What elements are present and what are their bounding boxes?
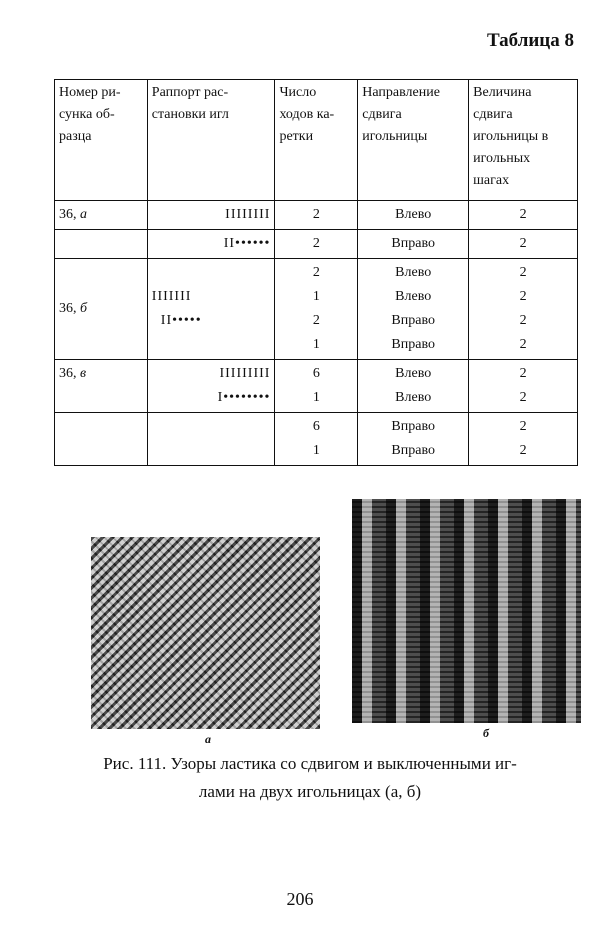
page-number: 206 — [286, 889, 314, 909]
cell-shift-direction — [358, 259, 469, 360]
moves-value: 2 — [312, 207, 320, 222]
cell-carriage-moves — [275, 201, 358, 230]
header-line: сунка об- — [59, 107, 115, 122]
direction-value: Вправо — [391, 313, 435, 328]
header-line: сдвига — [473, 107, 513, 122]
cell-sample-number — [55, 360, 148, 413]
header-line: Раппорт рас- — [151, 85, 229, 100]
cell-needle-rapport — [147, 230, 275, 259]
header-line: Направление — [362, 85, 440, 100]
rapport-line: II•••••• — [223, 236, 271, 251]
data-table — [54, 79, 578, 466]
sample-number-text — [59, 232, 143, 256]
moves-value: 1 — [312, 390, 320, 405]
cell-shift-size — [469, 201, 578, 230]
size-value: 2 — [519, 289, 527, 304]
figure-label-b: б — [483, 726, 489, 740]
cell-needle-rapport — [147, 413, 275, 466]
moves-value: 6 — [312, 366, 320, 381]
table-caption: Таблица 8 — [486, 30, 574, 51]
header-line: становки игл — [151, 107, 229, 122]
sample-number-text: 36, а — [59, 207, 87, 222]
size-value: 2 — [519, 390, 527, 405]
header-line: сдвига — [362, 107, 402, 122]
rapport-line — [152, 261, 271, 285]
knit-pattern-image-b — [352, 499, 581, 723]
cell-sample-number — [55, 201, 148, 230]
moves-value: 1 — [312, 289, 320, 304]
header-sample-number — [55, 80, 148, 201]
sample-number-text: 36, б — [59, 301, 88, 316]
header-line: игольных — [473, 151, 531, 166]
table-header-row — [55, 80, 578, 201]
header-line: разца — [59, 129, 92, 144]
direction-value: Вправо — [391, 419, 435, 434]
moves-value: 2 — [312, 313, 320, 328]
table-row — [55, 360, 578, 413]
moves-value: 6 — [312, 419, 320, 434]
cell-sample-number — [55, 259, 148, 360]
knit-pattern-image-a — [91, 537, 320, 729]
cell-shift-size — [469, 230, 578, 259]
figure-caption — [60, 750, 560, 806]
cell-shift-direction — [358, 360, 469, 413]
cell-shift-size — [469, 413, 578, 466]
caption-line-1: Рис. 111. Узоры ластика со сдвигом и выключенными иг- — [103, 754, 517, 773]
caption-line-2: лами на двух игольницах (а, б) — [198, 782, 422, 801]
size-value: 2 — [519, 337, 527, 352]
size-value: 2 — [519, 313, 527, 328]
direction-value: Влево — [395, 289, 432, 304]
sample-number-text — [59, 415, 143, 439]
table-row — [55, 230, 578, 259]
header-line: игольницы — [362, 129, 428, 144]
rapport-line: IIIIIIII — [225, 207, 271, 222]
header-line: Номер ри- — [59, 85, 121, 100]
header-line: Величина — [473, 85, 532, 100]
rapport-line — [152, 333, 271, 357]
size-value: 2 — [519, 236, 527, 251]
header-line: игольницы в — [473, 129, 549, 144]
table-row — [55, 413, 578, 466]
size-value: 2 — [519, 366, 527, 381]
cell-shift-direction — [358, 230, 469, 259]
header-needle-rapport — [147, 80, 275, 201]
size-value: 2 — [519, 207, 527, 222]
moves-value: 1 — [312, 337, 320, 352]
table-row — [55, 259, 578, 360]
size-value: 2 — [519, 265, 527, 280]
cell-needle-rapport — [147, 360, 275, 413]
rapport-line — [152, 439, 271, 463]
moves-value: 1 — [312, 443, 320, 458]
cell-carriage-moves — [275, 360, 358, 413]
direction-value: Вправо — [391, 337, 435, 352]
cell-sample-number — [55, 413, 148, 466]
rapport-line — [152, 415, 271, 439]
rapport-line: IIIIIIIII — [219, 366, 271, 381]
cell-needle-rapport — [147, 201, 275, 230]
cell-sample-number — [55, 230, 148, 259]
cell-shift-direction — [358, 413, 469, 466]
direction-value: Влево — [395, 265, 432, 280]
table-row — [55, 201, 578, 230]
cell-shift-direction — [358, 201, 469, 230]
moves-value: 2 — [312, 236, 320, 251]
header-carriage-moves — [275, 80, 358, 201]
cell-shift-size — [469, 360, 578, 413]
header-shift-size — [469, 80, 578, 201]
size-value: 2 — [519, 419, 527, 434]
direction-value: Влево — [395, 366, 432, 381]
cell-carriage-moves — [275, 230, 358, 259]
rapport-line: I•••••••• — [217, 390, 271, 405]
cell-carriage-moves — [275, 413, 358, 466]
header-line: шагах — [473, 173, 510, 188]
direction-value: Вправо — [391, 443, 435, 458]
rapport-line: IIIIIII — [151, 289, 192, 304]
moves-value: 2 — [312, 265, 320, 280]
header-line: ходов ка- — [279, 107, 335, 122]
direction-value: Влево — [395, 207, 432, 222]
cell-needle-rapport — [147, 259, 275, 360]
cell-shift-size — [469, 259, 578, 360]
sample-number-text: 36, в — [59, 366, 87, 381]
rapport-line: II••••• — [151, 313, 202, 328]
cell-carriage-moves — [275, 259, 358, 360]
header-line: ретки — [279, 129, 314, 144]
header-shift-direction — [358, 80, 469, 201]
direction-value: Влево — [395, 390, 432, 405]
header-line: Число — [279, 85, 317, 100]
direction-value: Вправо — [391, 236, 435, 251]
size-value: 2 — [519, 443, 527, 458]
figure-label-a: а — [205, 732, 211, 746]
